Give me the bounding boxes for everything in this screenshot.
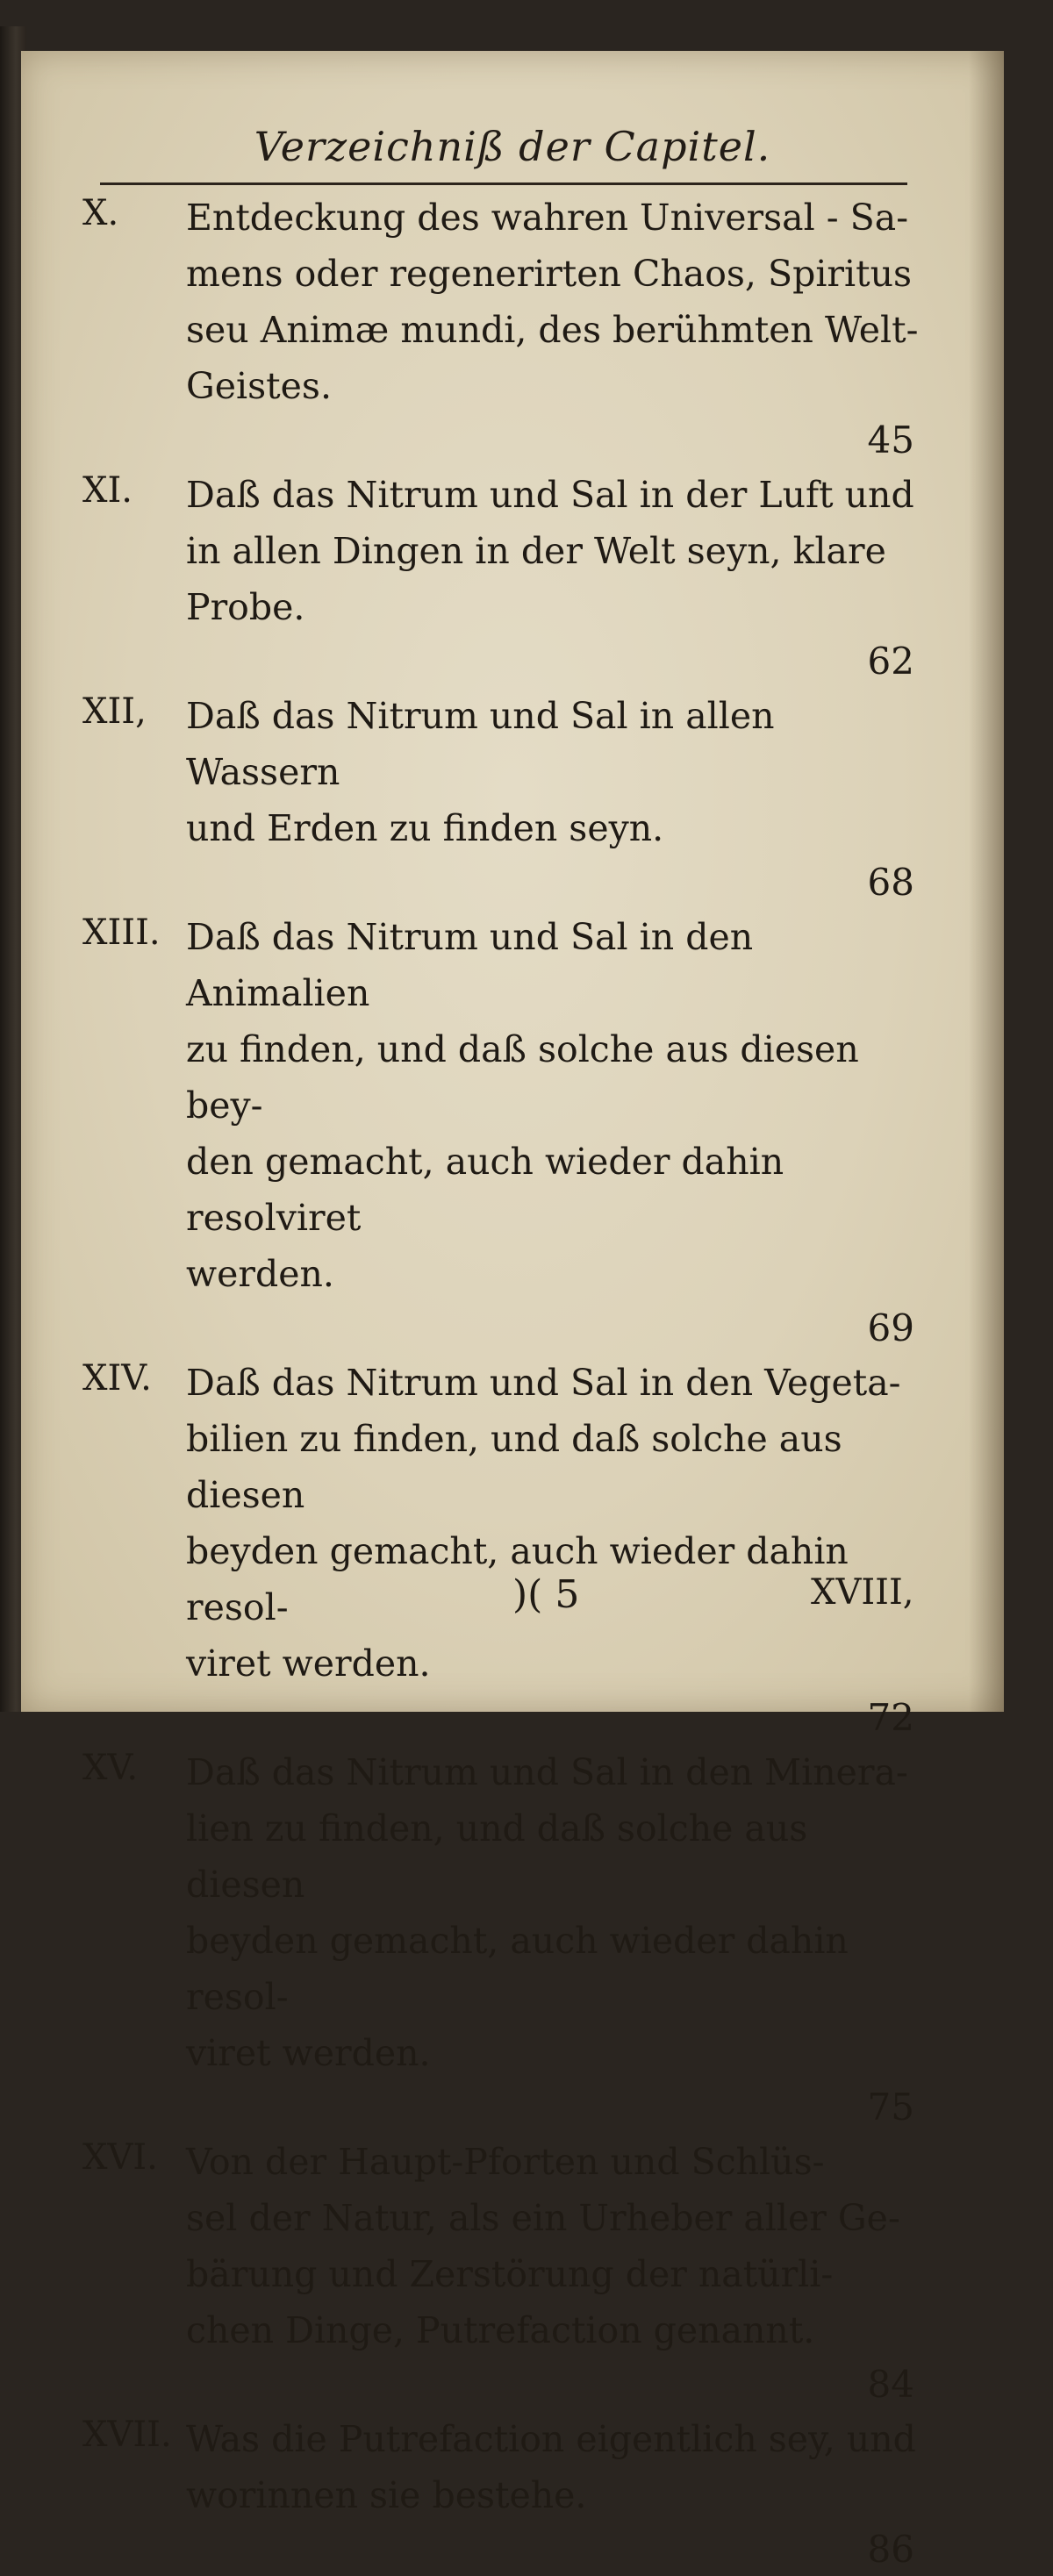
toc-entry-xi: [82, 467, 925, 688]
page-reference: 62: [867, 640, 914, 683]
header-rule: [100, 182, 907, 185]
chapter-number: XVII.: [82, 2415, 172, 2455]
chapter-number: X.: [82, 193, 119, 233]
chapter-number: XI.: [82, 470, 133, 511]
chapter-title: Von der Haupt-Pforten und Schlüs- sel der Natur, als ein Urheber aller Ge- bärung und Zerstörung der natürli- chen Dinge, Putrefaction genannt.: [186, 2141, 900, 2351]
table-of-contents: [82, 190, 925, 2576]
page-reference: 75: [867, 2086, 914, 2129]
page-reference: 86: [867, 2528, 914, 2571]
chapter-title: Was die Putrefaction eigentlich sey, und worinnen sie bestehe.: [186, 2418, 916, 2516]
page-reference: 72: [867, 1696, 914, 1739]
chapter-number: XV.: [82, 1748, 139, 1788]
toc-entry-x: [82, 190, 925, 467]
chapter-title: Daß das Nitrum und Sal in den Minera- lien zu finden, und daß solche aus diesen beyden gemacht, auch wieder dahin resol- viret werden.: [186, 1751, 908, 2074]
chapter-title: Entdeckung des wahren Universal - Sa- mens oder regenerirten Chaos, Spiritus seu Animæ mundi, des berühmten Welt- Geistes.: [186, 197, 919, 407]
book-page: [21, 51, 1004, 2571]
page-reference: 84: [867, 2363, 914, 2406]
catchword: XVIII,: [811, 1572, 914, 1613]
toc-entry-xvii: [82, 2411, 925, 2576]
page-reference: 45: [867, 419, 914, 462]
page-edge-shadow: [969, 51, 1004, 1712]
chapter-number: XVI.: [82, 2137, 158, 2178]
chapter-title: Daß das Nitrum und Sal in den Vegeta- bilien zu finden, und daß solche aus diesen beyden gemacht, auch wieder dahin resol- viret werden.: [186, 1362, 901, 1685]
chapter-title: Daß das Nitrum und Sal in der Luft und in allen Dingen in der Welt seyn, klare Probe.: [186, 474, 914, 628]
running-head: Verzeichniß der Capitel.: [254, 123, 771, 170]
chapter-number: XIII.: [82, 912, 161, 953]
toc-entry-xii: [82, 688, 925, 909]
signature-mark: )( 5: [512, 1572, 580, 1617]
toc-entry-xiv: [82, 1355, 925, 1744]
toc-entry-xv: [82, 1744, 925, 2134]
page-reference: 68: [867, 861, 914, 904]
toc-entry-xiii: [82, 909, 925, 1355]
chapter-number: XIV.: [82, 1358, 152, 1399]
chapter-title: Daß das Nitrum und Sal in allen Wassern und Erden zu finden seyn.: [186, 695, 775, 849]
chapter-number: XII,: [82, 691, 147, 732]
toc-entry-xvi: [82, 2134, 925, 2411]
chapter-title: Daß das Nitrum und Sal in den Animalien zu finden, und daß solche aus diesen bey- den gemacht, auch wieder dahin resolviret werden.: [186, 916, 859, 1295]
page-reference: 69: [867, 1306, 914, 1349]
